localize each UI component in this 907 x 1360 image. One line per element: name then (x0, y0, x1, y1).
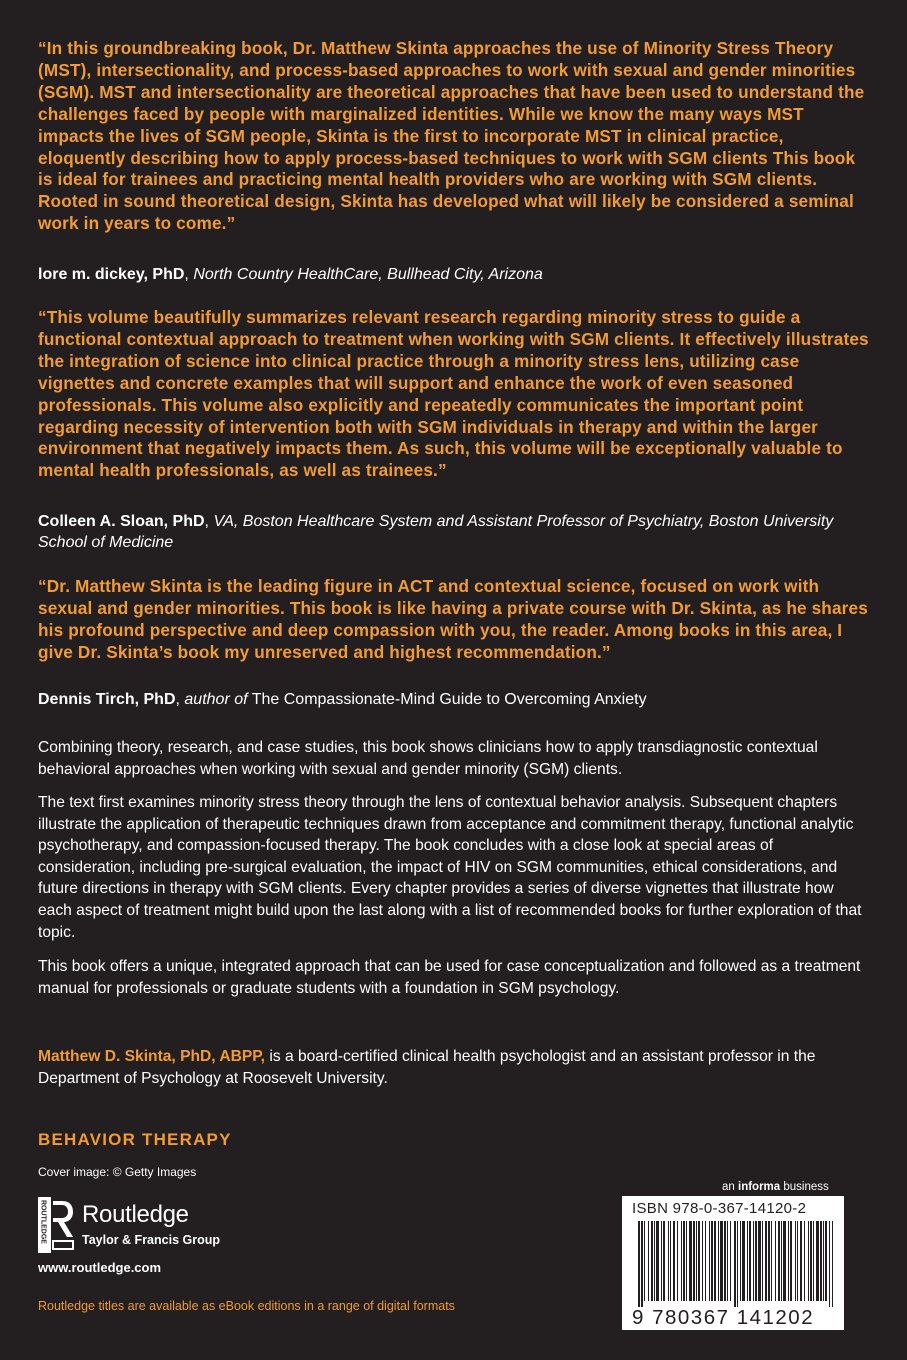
isbn-barcode-panel (622, 1196, 844, 1330)
barcode-bar (737, 1221, 738, 1307)
barcode-bar (816, 1221, 819, 1301)
barcode-bar (795, 1221, 796, 1301)
endorsement-attribution-3: Dennis Tirch, PhD, author of The Compassionate-Mind Guide to Overcoming Anxiety (38, 691, 647, 708)
barcode-bar (771, 1221, 772, 1301)
barcode-bar (689, 1221, 692, 1301)
barcode-bar (800, 1221, 802, 1301)
endorser-affiliation: VA, Boston Healthcare System and Assistant Professor of Psychiatry, Boston University School of Medicine (38, 513, 834, 551)
barcode-bar (778, 1221, 780, 1301)
publisher-name: Routledge (82, 1201, 189, 1228)
endorsement-quote-1: “In this groundbreaking book, Dr. Matthew Skinta approaches the use of Minority Stress Theory (MST), intersectionality, and process-based approaches to work with sexual and gender minorities (SGM). MST and intersectionality are theoretical approaches that have been used to understand the challenges faced by people with marginalized identities. While we know the many ways MST impacts the lives of SGM people, Skinta is the first to incorporate MST in clinical practice, eloquently describing how to apply process-based techniques to work with SGM clients This book is ideal for trainees and practicing mental health providers who are working with SGM clients. Rooted in sound theoretical design, Skinta has developed what will likely be considered a seminal work in years to come.” (38, 38, 865, 234)
informa-prefix: an (722, 1181, 735, 1193)
barcode-bar (813, 1221, 814, 1301)
endorsement-attribution-1: lore m. dickey, PhD, North Country HealthCare, Bullhead City, Arizona (38, 266, 543, 283)
barcode-bar (696, 1221, 697, 1301)
barcode-bar (709, 1221, 710, 1301)
barcode-bar (724, 1221, 726, 1301)
routledge-r-icon (38, 1197, 74, 1253)
barcode-bar (810, 1221, 812, 1301)
endorser-affiliation: North Country HealthCare, Bullhead City, Arizona (193, 266, 543, 283)
barcode-bar (788, 1221, 789, 1301)
description-paragraph-3: This book offers a unique, integrated approach that can be used for case conceptualization and followed as a treatment manual for professionals or graduate students with a foundation in SGM psychology. (38, 958, 861, 997)
barcode-bar (686, 1221, 687, 1301)
informa-suffix: business (783, 1181, 829, 1193)
publisher-url[interactable]: www.routledge.com (38, 1260, 162, 1275)
barcode-bar (775, 1221, 776, 1301)
barcode-bar (718, 1221, 719, 1301)
barcode-bar (823, 1221, 824, 1301)
endorser-affiliation-prefix: author of (184, 691, 248, 708)
barcode-bar (677, 1221, 678, 1301)
description-paragraph-1: Combining theory, research, and case studies, this book shows clinicians how to apply transdiagnostic contextual behavioral approaches when working with sexual and gender minority (SGM) clients. (38, 739, 818, 778)
endorser-name: Dennis Tirch, PhD (38, 691, 176, 708)
barcode-bar (670, 1221, 671, 1301)
barcode-bar (693, 1221, 695, 1301)
barcode-bar (673, 1221, 675, 1301)
series-label: BEHAVIOR THERAPY (38, 1130, 232, 1149)
barcode-bar (755, 1221, 757, 1301)
barcode-bar (832, 1221, 833, 1307)
publisher-group: Taylor & Francis Group (82, 1233, 220, 1247)
barcode-bar (714, 1221, 716, 1301)
barcode-bar (758, 1221, 761, 1301)
barcode-bar (656, 1221, 659, 1301)
description-paragraph-2: The text first examines minority stress theory through the lens of contextual behavior analysis. Subsequent chapters illustrate the application of therapeutic techniques drawn from acceptance and commitment therapy, functional analytic psychotherapy, and compassion-focused therapy. The book concludes with a close look at special areas of consideration, including pre-surgical evaluation, the impact of HIV on SGM communities, ethical considerations, and future directions in therapy with SGM clients. Every chapter provides a series of diverse vignettes that illustrate how each aspect of treatment might build upon the last along with a list of recommended books for further exploration of that topic. (38, 794, 862, 941)
barcode-bar (651, 1221, 653, 1301)
cover-credit: Cover image: © Getty Images (38, 1165, 197, 1179)
barcode-bar (702, 1221, 703, 1301)
author-name: Matthew D. Skinta, PhD, ABPP, (38, 1048, 266, 1065)
barcode-bar (711, 1221, 713, 1301)
barcode-bar (720, 1221, 723, 1301)
barcode-bar (705, 1221, 706, 1301)
ebook-note: Routledge titles are available as eBook editions in a range of digital formats (38, 1299, 455, 1313)
barcode-bar (727, 1221, 728, 1301)
barcode-bar (661, 1221, 662, 1301)
barcode-bar (734, 1221, 736, 1307)
endorser-name: Colleen A. Sloan, PhD (38, 513, 205, 530)
barcode-bar (740, 1221, 741, 1301)
endorsement-quote-2: “This volume beautifully summarizes relevant research regarding minority stress to guide a functional contextual approach to treatment when working with SGM clients. It effectively illustrates the integration of science into clinical practice through a minority stress lens, utilizing case vignettes and concrete examples that will support and enhance the work of even seasoned professionals. This volume also explicitly and repeatedly communicates the important point regarding necessity of intervention both with SGM individuals in therapy and within the larger environment that negatively impacts them. As such, this volume will be exceptionally valuable to mental health professionals, as well as trainees.” (38, 307, 869, 481)
barcode-bar (648, 1221, 649, 1301)
barcode-bar (829, 1221, 830, 1307)
barcode-bar (820, 1221, 822, 1301)
barcode-bar (698, 1221, 700, 1301)
barcode-bar (663, 1221, 665, 1301)
barcode-bar (797, 1221, 798, 1301)
barcode-bar (825, 1221, 827, 1301)
barcode-bar (730, 1221, 731, 1301)
endorsement-attribution-2: Colleen A. Sloan, PhD, VA, Boston Healthcare System and Assistant Professor of Psychiatry, Boston University School of Medicine (38, 513, 834, 551)
barcode-icon (638, 1221, 834, 1307)
barcode-bar (638, 1221, 640, 1307)
barcode-bar (644, 1221, 645, 1301)
barcode-bar (681, 1221, 682, 1301)
barcode-bar (742, 1221, 745, 1301)
barcode-bar (804, 1221, 805, 1301)
barcode-bar (781, 1221, 782, 1301)
barcode-bar (668, 1221, 669, 1301)
barcode-bar (747, 1221, 748, 1301)
author-bio (38, 1046, 870, 1089)
barcode-bar (765, 1221, 767, 1301)
isbn-label: ISBN 978-0-367-14120-2 (632, 1200, 807, 1217)
isbn-digits: 9 780367 141202 (632, 1306, 815, 1329)
barcode-bar (783, 1221, 786, 1301)
barcode-bar (749, 1221, 751, 1301)
endorsement-quote-3: “Dr. Matthew Skinta is the leading figure in ACT and contextual science, focused on work with sexual and gender minorities. This book is like having a private course with Dr. Skinta, as he shares his profound perspective and deep compassion with you, the reader. Among books in this area, I give Dr. Skinta’s book my unreserved and highest recommendation.” (38, 576, 868, 662)
barcode-bar (762, 1221, 763, 1301)
informa-brand: informa (738, 1181, 781, 1193)
barcode-bar (808, 1221, 809, 1301)
barcode-bar (654, 1221, 655, 1301)
logo-vertical-text: ROUTLEDGE (39, 1200, 47, 1244)
routledge-logo (38, 1197, 238, 1257)
barcode-bar (753, 1221, 754, 1301)
author-bio-text: is a board-certified clinical health psychologist and an assistant professor in the Department of Psychology at Roosevelt University. (38, 1048, 816, 1087)
endorser-name: lore m. dickey, PhD (38, 266, 185, 283)
barcode-bar (683, 1221, 685, 1301)
barcode-bar (768, 1221, 770, 1301)
endorser-book-title: The Compassionate-Mind Guide to Overcoming Anxiety (251, 691, 647, 708)
barcode-bar (790, 1221, 792, 1301)
barcode-bar (641, 1221, 643, 1307)
informa-business-line (722, 1181, 829, 1193)
